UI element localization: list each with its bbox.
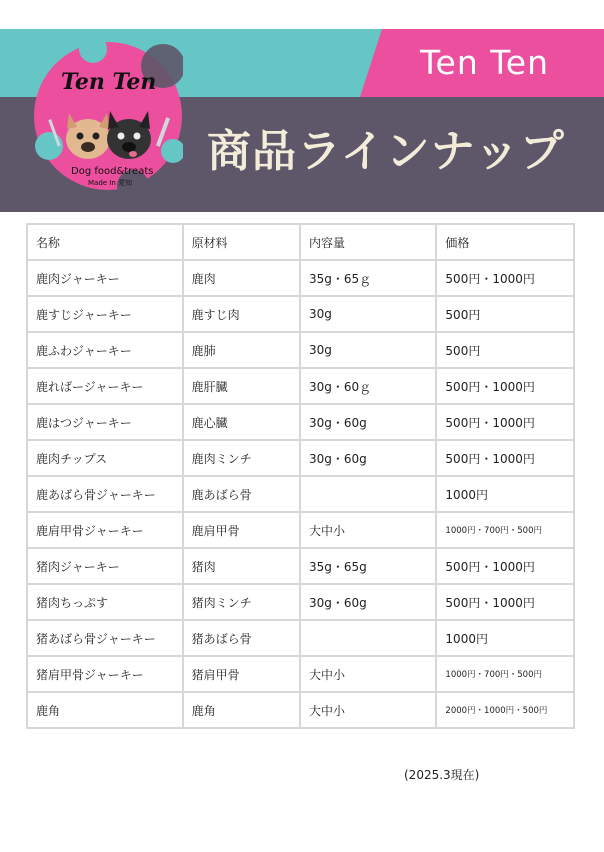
table-cell: 35g・65ｇ xyxy=(300,260,436,296)
table-cell: 鹿あばら骨 xyxy=(183,476,300,512)
column-header: 原材料 xyxy=(183,224,300,260)
table-cell: 鹿あばら骨ジャーキー xyxy=(27,476,183,512)
product-table xyxy=(26,223,575,729)
table-row xyxy=(27,368,574,404)
table-cell: 35g・65g xyxy=(300,548,436,584)
table-row xyxy=(27,584,574,620)
table-row xyxy=(27,692,574,728)
table-cell: 猪あばら骨ジャーキー xyxy=(27,620,183,656)
table-cell: 鹿角 xyxy=(183,692,300,728)
logo-name: Ten Ten xyxy=(61,69,157,95)
table-cell: 鹿肉ジャーキー xyxy=(27,260,183,296)
table-cell: 大中小 xyxy=(300,656,436,692)
header-banner xyxy=(0,29,604,212)
table-cell: 猪肩甲骨ジャーキー xyxy=(27,656,183,692)
table-row xyxy=(27,260,574,296)
table-cell: 500円 xyxy=(436,296,574,332)
table-cell: 鹿ふわジャーキー xyxy=(27,332,183,368)
table-cell: 猪肉ミンチ xyxy=(183,584,300,620)
logo-badge xyxy=(33,41,183,191)
table-cell: 1000円 xyxy=(436,476,574,512)
table-cell: 30g・60g xyxy=(300,440,436,476)
table-cell: 猪肉ジャーキー xyxy=(27,548,183,584)
table-cell: 鹿角 xyxy=(27,692,183,728)
table-row xyxy=(27,404,574,440)
table-cell: 500円・1000円 xyxy=(436,548,574,584)
table-row xyxy=(27,620,574,656)
table-cell: 30g xyxy=(300,332,436,368)
table-cell: 鹿はつジャーキー xyxy=(27,404,183,440)
table-cell: 猪肩甲骨 xyxy=(183,656,300,692)
table-cell: 30g xyxy=(300,296,436,332)
table-cell: 500円・1000円 xyxy=(436,404,574,440)
table-cell: 猪肉 xyxy=(183,548,300,584)
table-cell: 1000円・700円・500円 xyxy=(436,512,574,548)
table-cell: 鹿心臓 xyxy=(183,404,300,440)
table-cell xyxy=(300,620,436,656)
table-cell: 鹿ればージャーキー xyxy=(27,368,183,404)
table-cell: 鹿すじ肉 xyxy=(183,296,300,332)
table-cell: 猪あばら骨 xyxy=(183,620,300,656)
table-cell: 鹿肺 xyxy=(183,332,300,368)
table-cell: 鹿肉ミンチ xyxy=(183,440,300,476)
table-cell: 1000円・700円・500円 xyxy=(436,656,574,692)
table-cell: 鹿肩甲骨 xyxy=(183,512,300,548)
table-cell: 500円・1000円 xyxy=(436,584,574,620)
table-header-row xyxy=(27,224,574,260)
table-cell: 30g・60ｇ xyxy=(300,368,436,404)
table-cell: 2000円・1000円・500円 xyxy=(436,692,574,728)
table-cell: 鹿すじジャーキー xyxy=(27,296,183,332)
table-row xyxy=(27,656,574,692)
column-header: 価格 xyxy=(436,224,574,260)
table-cell xyxy=(300,476,436,512)
logo-made-in: Made In 愛知 xyxy=(88,179,133,187)
table-cell: 30g・60g xyxy=(300,404,436,440)
table-row xyxy=(27,512,574,548)
table-cell: 500円・1000円 xyxy=(436,440,574,476)
table-cell: 鹿肝臓 xyxy=(183,368,300,404)
logo-tagline: Dog food&treats xyxy=(71,166,154,177)
table-cell: 大中小 xyxy=(300,692,436,728)
table-cell: 大中小 xyxy=(300,512,436,548)
table-row xyxy=(27,476,574,512)
column-header: 内容量 xyxy=(300,224,436,260)
table-row xyxy=(27,296,574,332)
date-note: (2025.3現在) xyxy=(404,768,480,782)
table-cell: 500円・1000円 xyxy=(436,368,574,404)
table-cell: 鹿肉チップス xyxy=(27,440,183,476)
page-title: 商品ラインナップ xyxy=(207,126,565,177)
table-cell: 500円・1000円 xyxy=(436,260,574,296)
brand-name: Ten Ten xyxy=(420,43,550,82)
table-cell: 500円 xyxy=(436,332,574,368)
table-cell: 30g・60g xyxy=(300,584,436,620)
table-cell: 鹿肉 xyxy=(183,260,300,296)
table-cell: 猪肉ちっぷす xyxy=(27,584,183,620)
table-cell: 鹿肩甲骨ジャーキー xyxy=(27,512,183,548)
column-header: 名称 xyxy=(27,224,183,260)
table-row xyxy=(27,548,574,584)
fawn-dog-icon xyxy=(66,113,110,159)
table-row xyxy=(27,332,574,368)
table-row xyxy=(27,440,574,476)
table-cell: 1000円 xyxy=(436,620,574,656)
